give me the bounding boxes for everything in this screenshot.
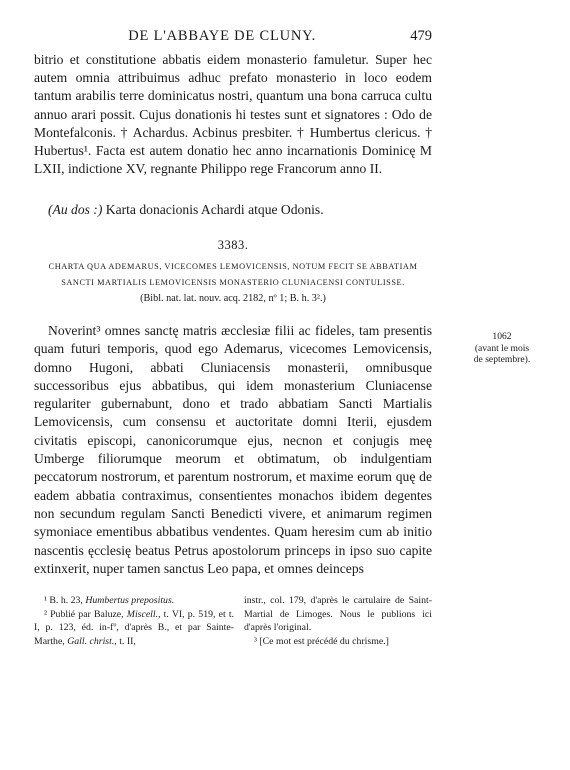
dorse-label: (Au dos :) xyxy=(48,202,103,217)
source-reference: (Bibl. nat. lat. nouv. acq. 2182, nº 1; B. h. 3².) xyxy=(140,293,326,304)
footnote-2: ² Publié par Baluze, Miscell., t. VI, p. 519, et t. I, p. 123, éd. in-fº, d'après B., et par Sainte-Marthe, Gall. christ., t. II, xyxy=(34,608,234,647)
charter-number: 3383. xyxy=(217,238,249,252)
footnotes-left-column xyxy=(34,594,234,648)
charter-body-paragraph: Noverint³ omnes sanctę matris æcclesiæ filii ac fideles, tam presentis quam futuri temporis, quod ego Ademarus, vicecomes Lemovicensis, domno Hugoni, abbati Cluniacensis monasterii, omnibusque successoribus ejus abbatibus, qui idem monasterium Cluniacense regulariter gubernabunt, dono et trado abbatiam Sancti Martialis Lemovicensis, cum consensu et auctoritate domni Iterii, ejusdem civitatis episcopi, canonicorumque ejus, necnon et conjugis meę Umberge filiorumque meorum et obtimatum, ob indulgentiam peccatorum nostrorum, et parentum nostrorum, et maxime eorum quę de eadem abbatia contraximus, consentientes monachos ibidem degentes non secundum regulam Sancti Benedicti vivere, et animarum regimen symoniace ementibus abbatibus vendentes. Quam heresim cum ab initio nascentis ęcclesię beatus Petrus apostolorum princeps in ipso suo capite extinxerit, nuper tamen sanctus Leo papa, et omnes deinceps xyxy=(34,323,432,576)
margin-year: 1062 xyxy=(492,331,512,342)
dorse-text: Karta donacionis Achardi atque Odonis. xyxy=(102,202,324,217)
running-title: DE L'ABBAYE DE CLUNY. xyxy=(128,28,317,44)
charter-title xyxy=(34,259,432,291)
footnote-1: ¹ B. h. 23, Humbertus prepositus. xyxy=(44,595,175,606)
footnote-2-continued: instr., col. 179, d'après le cartulaire de Saint-Martial de Limoges. Nous le publions ici d'après l'original. xyxy=(244,595,432,633)
charter-title-line-1: CHARTA QUA ADEMARUS, VICECOMES LEMOVICENSIS, NOTUM FECIT SE ABBATIAM xyxy=(48,262,418,271)
margin-date-note xyxy=(440,331,564,366)
charter-body xyxy=(34,322,432,578)
page-number: 479 xyxy=(410,28,432,44)
dorse-note xyxy=(34,201,432,219)
charter-title-line-2: SANCTI MARTIALIS LEMOVICENSIS MONASTERIO CLUNIACENSI CONTULISSE. xyxy=(61,278,405,287)
running-head xyxy=(34,28,432,45)
footnote-3: ³ [Ce mot est précédé du chrisme.] xyxy=(254,635,389,647)
charter-continuation xyxy=(34,51,432,178)
margin-line-3: de septembre). xyxy=(473,354,531,365)
paragraph-continuation: bitrio et constitutione abbatis eidem monasterio famuletur. Super hec autem omnia attribuimus adhuc prefato monasterio in loco eodem tantum arabilis terre dominicatus nostri, quantum una bona carruca cultu annuo arari possit. Cujus donationis hi testes sunt et signatores : Odo de Montefalconis. † Achardus. Acbinus presbiter. † Humbertus clericus. † Hubertus¹. Facta est autem donatio hec anno incarnationis Dominicę M LXII, indictione XV, regnante Philippo rege Francorum anno II. xyxy=(34,52,432,177)
margin-line-2: (avant le mois xyxy=(474,342,530,354)
footnotes-right-column xyxy=(244,594,432,648)
